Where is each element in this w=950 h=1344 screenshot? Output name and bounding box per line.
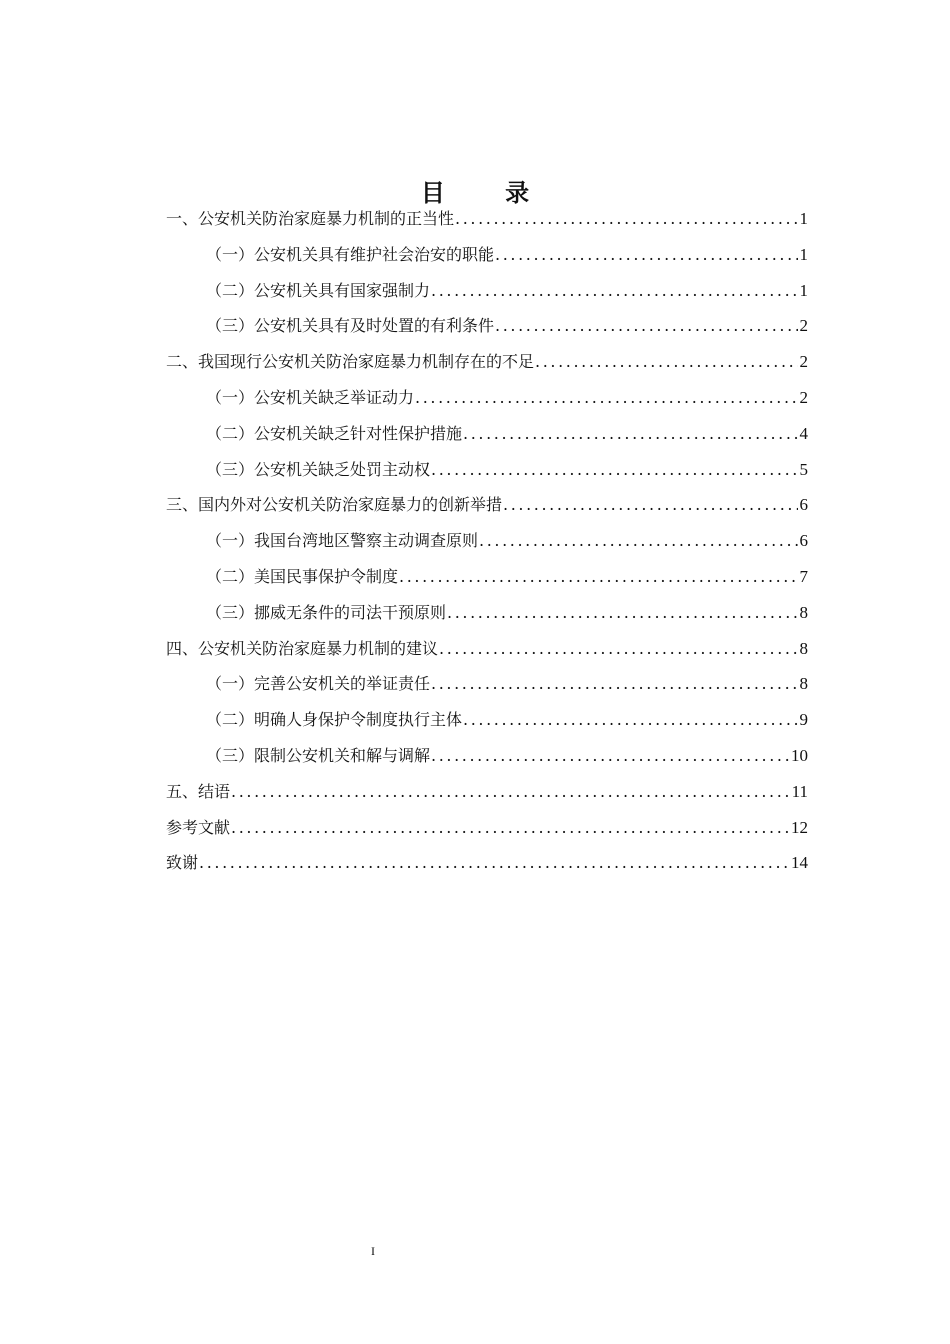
dot-leader — [199, 845, 789, 881]
toc-entry-title: （三）公安机关缺乏处罚主动权 — [206, 459, 431, 479]
dot-leader — [231, 774, 790, 810]
toc-section-entry[interactable] — [166, 416, 808, 452]
dot-leader — [431, 666, 797, 702]
toc-title: 目 录 — [420, 179, 556, 207]
toc-section-entry[interactable] — [166, 666, 808, 702]
toc-chapter-entry[interactable] — [166, 845, 808, 881]
toc-entry-page: 2 — [799, 316, 808, 336]
dot-leader — [431, 452, 797, 488]
toc-entry-title: （三）限制公安机关和解与调解 — [206, 745, 431, 765]
toc-entry-page: 6 — [799, 495, 808, 515]
dot-leader — [479, 523, 797, 559]
toc-entry-title: （二）公安机关缺乏针对性保护措施 — [206, 423, 463, 443]
toc-entry-page: 1 — [799, 280, 808, 300]
dot-leader — [463, 702, 797, 738]
dot-leader — [431, 738, 789, 774]
dot-leader — [495, 308, 797, 344]
toc-entry-page: 2 — [799, 387, 808, 407]
dot-leader — [447, 595, 797, 631]
toc-chapter-entry[interactable] — [166, 810, 808, 846]
toc-entry-page: 4 — [799, 423, 808, 443]
toc-entry-title: （一）完善公安机关的举证责任 — [206, 674, 431, 694]
toc-chapter-entry[interactable] — [166, 344, 808, 380]
toc-chapter-entry[interactable] — [166, 774, 808, 810]
toc-entry-title: 三、国内外对公安机关防治家庭暴力的创新举措 — [166, 495, 503, 515]
dot-leader — [431, 273, 797, 309]
page-number: I — [371, 1244, 375, 1258]
toc-section-entry[interactable] — [166, 380, 808, 416]
toc-entry-page: 11 — [791, 781, 808, 801]
toc-entry-title: 五、结语 — [166, 781, 231, 801]
dot-leader — [415, 380, 797, 416]
dot-leader — [455, 201, 797, 237]
toc-entry-page: 9 — [799, 710, 808, 730]
dot-leader — [535, 344, 797, 380]
toc-entry-title: （二）美国民事保护令制度 — [206, 566, 399, 586]
toc-entry-title: （一）公安机关具有维护社会治安的职能 — [206, 244, 495, 264]
table-of-contents — [166, 201, 808, 881]
toc-entry-title: （三）挪威无条件的司法干预原则 — [206, 602, 447, 622]
dot-leader — [399, 559, 797, 595]
toc-entry-page: 5 — [799, 459, 808, 479]
toc-section-entry[interactable] — [166, 308, 808, 344]
dot-leader — [495, 237, 797, 273]
toc-entry-title: 一、公安机关防治家庭暴力机制的正当性 — [166, 209, 455, 228]
toc-entry-page: 1 — [799, 244, 808, 264]
toc-entry-title: 二、我国现行公安机关防治家庭暴力机制存在的不足 — [166, 352, 535, 372]
dot-leader — [463, 416, 797, 452]
toc-entry-title: （一）我国台湾地区警察主动调查原则 — [206, 531, 479, 551]
toc-section-entry[interactable] — [166, 273, 808, 309]
toc-entry-title: （二）明确人身保护令制度执行主体 — [206, 710, 463, 730]
toc-section-entry[interactable] — [166, 595, 808, 631]
toc-chapter-entry[interactable] — [166, 201, 808, 237]
toc-entry-page: 8 — [799, 638, 808, 658]
toc-entry-page: 1 — [799, 209, 808, 228]
toc-section-entry[interactable] — [166, 452, 808, 488]
toc-entry-title: （二）公安机关具有国家强制力 — [206, 280, 431, 300]
toc-entry-page: 2 — [799, 352, 808, 372]
toc-entry-page: 14 — [791, 853, 808, 873]
toc-entry-page: 6 — [799, 531, 808, 551]
toc-section-entry[interactable] — [166, 738, 808, 774]
toc-entry-page: 12 — [791, 817, 808, 837]
toc-entry-title: 四、公安机关防治家庭暴力机制的建议 — [166, 638, 439, 658]
toc-section-entry[interactable] — [166, 523, 808, 559]
toc-entry-page: 8 — [799, 674, 808, 694]
toc-entry-page: 7 — [799, 566, 808, 586]
toc-chapter-entry[interactable] — [166, 487, 808, 523]
dot-leader — [439, 631, 797, 667]
toc-entry-title: （三）公安机关具有及时处置的有利条件 — [206, 316, 495, 336]
toc-entry-page: 10 — [791, 745, 808, 765]
toc-entry-page: 8 — [799, 602, 808, 622]
toc-entry-title: （一）公安机关缺乏举证动力 — [206, 387, 415, 407]
toc-section-entry[interactable] — [166, 559, 808, 595]
dot-leader — [503, 487, 797, 523]
toc-section-entry[interactable] — [166, 702, 808, 738]
toc-entry-title: 参考文献 — [166, 817, 231, 837]
dot-leader — [231, 810, 789, 846]
toc-entry-title: 致谢 — [166, 853, 199, 873]
toc-section-entry[interactable] — [166, 237, 808, 273]
toc-chapter-entry[interactable] — [166, 631, 808, 667]
